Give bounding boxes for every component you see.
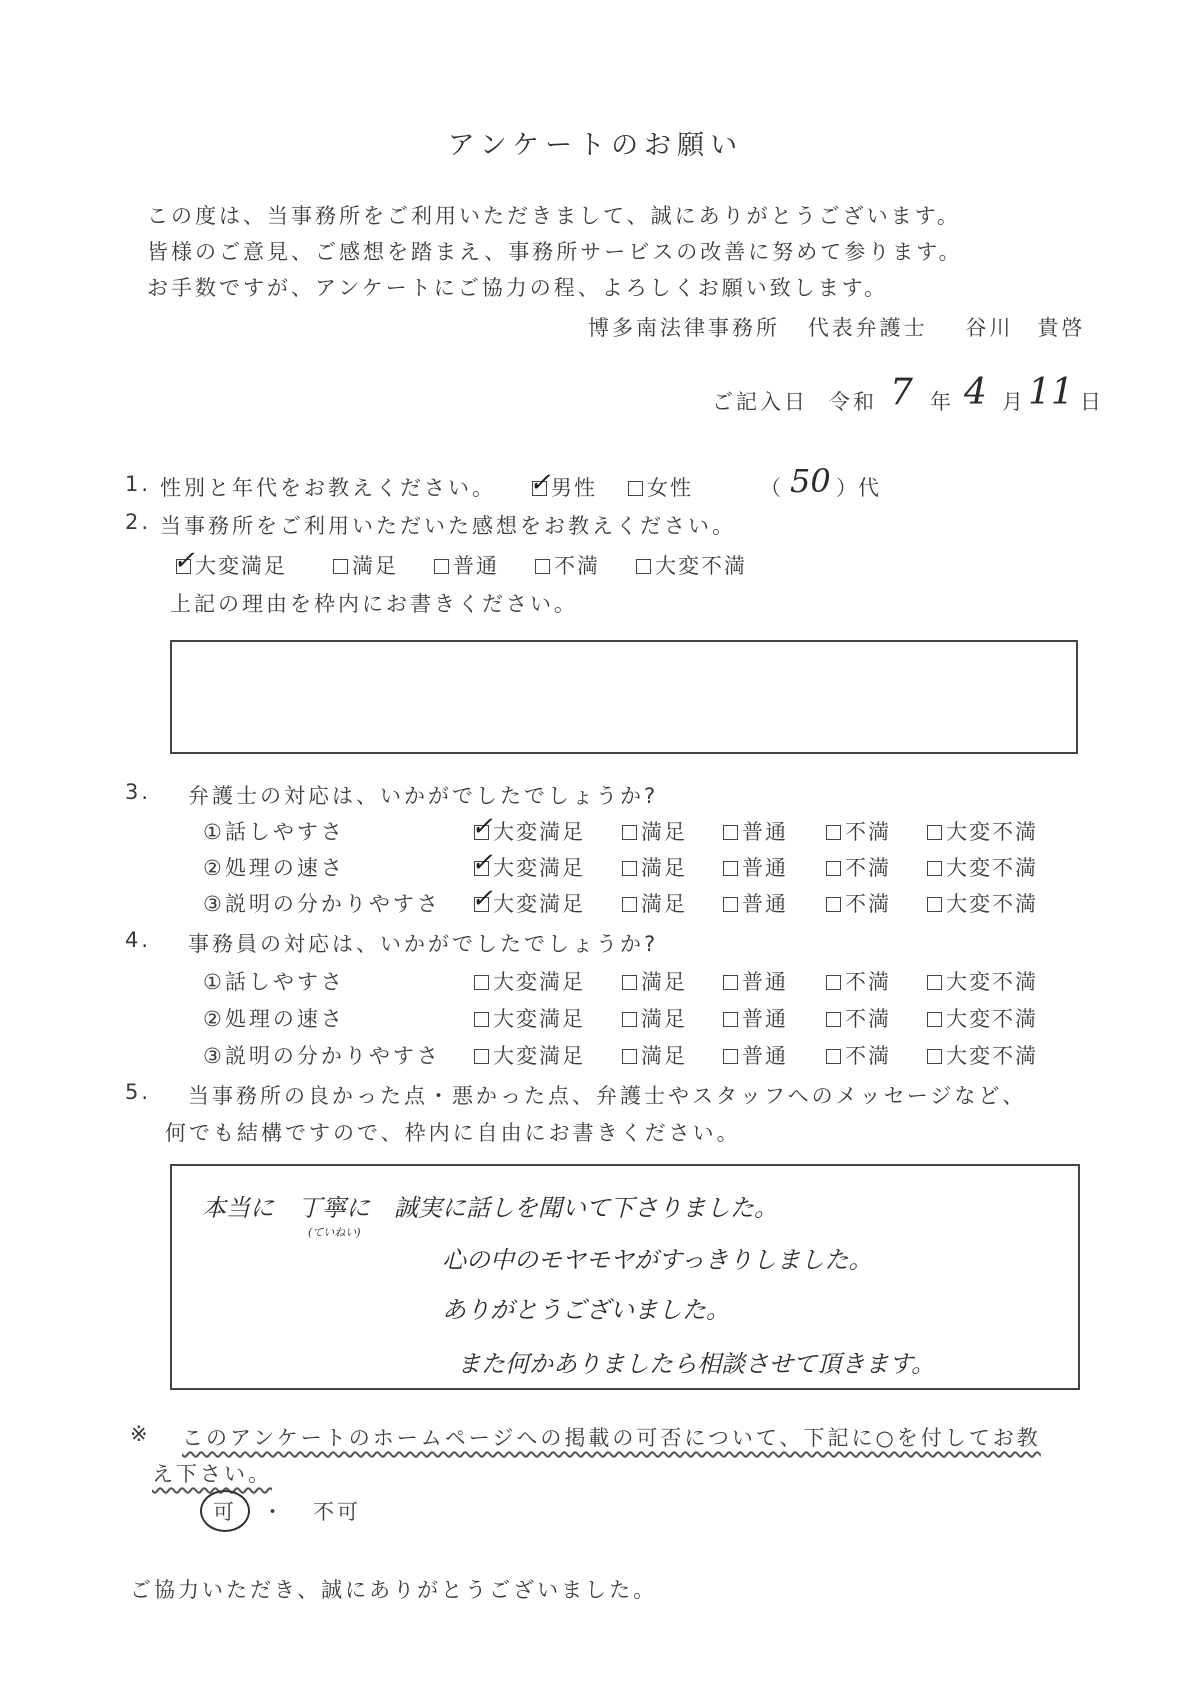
checkbox[interactable] [723,825,738,840]
q1-number: 1. [125,472,152,496]
q4-r2-very-unsatisfied[interactable] [927,1003,1038,1033]
q4-number: 4. [125,928,152,952]
intro-line-3: お手数ですが、アンケートにご協力の程、よろしくお願い致します。 [147,276,889,300]
q3-r2-very-satisfied[interactable] [471,848,585,882]
checkbox-male[interactable] [529,468,553,498]
option-label: 大変不満 [946,820,1038,844]
checkbox[interactable] [927,897,942,912]
option-label: 普通 [742,970,788,994]
q3-r2-unsatisfied[interactable] [826,852,891,882]
option-label: 普通 [742,1007,788,1031]
option-label: 大変不満 [946,856,1038,880]
checkbox[interactable] [173,546,197,576]
q5-answer-note: (ていねい) [308,1226,361,1239]
checkbox[interactable] [826,975,841,990]
q5-answer-line-2: 心の中のモヤモヤがすっきりしました。 [442,1246,873,1274]
checkbox[interactable] [474,1049,489,1064]
option-label: 不満 [554,554,600,578]
q3-r1-very-unsatisfied[interactable] [927,816,1038,846]
q1-female-label: 女性 [647,476,693,500]
q1-age-close: ） [836,476,860,500]
option-label: 普通 [742,1044,788,1068]
q1-age-value[interactable]: 50 [790,462,831,500]
q4-row-3-label: ③説明の分かりやすさ [203,1044,441,1068]
publish-text-1: このアンケートのホームページへの掲載の可否について、下記に○を付してお教 [182,1426,1041,1450]
option-label: 大変満足 [493,856,585,880]
q4-r3-unsatisfied[interactable] [826,1040,891,1070]
checkbox[interactable] [333,559,348,574]
option-label: 大変満足 [493,970,585,994]
q2-text: 当事務所をご利用いただいた感想をお教えください。 [160,514,736,538]
q1-option-female[interactable] [628,472,693,502]
q3-r3-very-satisfied[interactable] [471,884,585,918]
q1-option-male[interactable] [529,468,597,502]
q3-number: 3. [125,780,152,804]
q3-r3-unsatisfied[interactable] [826,888,891,918]
option-label: 普通 [742,892,788,916]
closing-text: ご協力いただき、誠にありがとうございました。 [130,1578,658,1602]
checkbox[interactable] [474,975,489,990]
option-label: 満足 [641,892,687,916]
check-mark-icon: ✓ [471,884,495,914]
checkbox[interactable] [826,861,841,876]
checkbox[interactable] [622,825,637,840]
check-mark-icon: ✓ [529,468,553,498]
check-mark-icon: ✓ [471,812,495,842]
q3-r3-very-unsatisfied[interactable] [927,888,1038,918]
q5-answer-line-3: ありがとうございました。 [442,1296,730,1324]
checkbox[interactable] [723,975,738,990]
q4-r1-normal[interactable] [723,966,788,996]
q5-number: 5. [125,1080,152,1104]
checkbox[interactable] [535,559,550,574]
signature [588,312,1085,342]
checkbox[interactable] [622,1012,637,1027]
option-label: 大変不満 [946,1007,1038,1031]
q3-r1-unsatisfied[interactable] [826,816,891,846]
q4-r3-very-unsatisfied[interactable] [927,1040,1038,1070]
checkbox-female[interactable] [628,481,643,496]
checkbox[interactable] [636,559,651,574]
checkbox[interactable] [622,897,637,912]
option-label: 大変満足 [195,554,287,578]
q4-r1-very-satisfied[interactable] [474,966,585,996]
page-title: アンケートのお願い [447,130,744,161]
option-label: 不満 [845,970,891,994]
option-label: 不満 [845,856,891,880]
checkbox[interactable] [826,897,841,912]
checkbox[interactable] [474,1012,489,1027]
q2-option-satisfied[interactable] [333,550,398,580]
checkbox[interactable] [471,848,495,878]
q4-text: 事務員の対応は、いかがでしたでしょうか? [188,932,659,956]
q1-male-label: 男性 [551,476,597,500]
option-label: 満足 [641,970,687,994]
q4-r2-very-satisfied[interactable] [474,1003,585,1033]
q3-r3-satisfied[interactable] [622,888,687,918]
q4-r1-very-unsatisfied[interactable] [927,966,1038,996]
q3-row-3-label: ③説明の分かりやすさ [203,892,441,916]
option-label: 大変不満 [946,970,1038,994]
option-label: 不満 [845,1044,891,1068]
q2-number: 2. [125,510,152,534]
checkbox[interactable] [622,1049,637,1064]
q4-r3-satisfied[interactable] [622,1040,687,1070]
checkbox[interactable] [826,1049,841,1064]
q5-text-2: 何でも結構ですので、枠内に自由にお書きください。 [165,1121,741,1145]
option-label: 大変満足 [493,1044,585,1068]
q3-row-1-label: ①話しやすさ [203,820,345,844]
checkbox[interactable] [723,861,738,876]
date-label: ご記入日 [712,390,808,414]
signature-office: 博多南法律事務所 [588,316,780,340]
checkbox[interactable] [434,559,449,574]
date-year[interactable]: 7 [890,372,913,413]
option-label: 不満 [845,892,891,916]
q4-row-2-label: ②処理の速さ [203,1007,345,1031]
q4-r1-unsatisfied[interactable] [826,966,891,996]
q5-answer-line-1: 本当に 丁寧に 誠実に話しを聞いて下さりました。 [202,1194,778,1222]
q3-r1-satisfied[interactable] [622,816,687,846]
publish-separator: ・ [262,1500,286,1524]
option-label: 普通 [742,856,788,880]
q5-text-1: 当事務所の良かった点・悪かった点、弁護士やスタッフへのメッセージなど、 [188,1084,1027,1108]
q4-r2-unsatisfied[interactable] [826,1003,891,1033]
q2-option-very-satisfied[interactable] [173,546,287,580]
option-label: 大変不満 [655,554,747,578]
q2-option-unsatisfied[interactable] [535,550,600,580]
signature-name: 谷川 貴啓 [965,316,1086,340]
option-label: 大変満足 [493,892,585,916]
option-label: 満足 [641,1044,687,1068]
date-month-unit: 月 [1002,390,1026,414]
checkbox[interactable] [927,861,942,876]
q5-answer-line-4: また何かありましたら相談させて頂きます。 [457,1350,936,1378]
checkbox[interactable] [826,825,841,840]
checkbox[interactable] [927,975,942,990]
intro-line-2: 皆様のご意見、ご感想を踏まえ、事務所サービスの改善に努めて参ります。 [147,240,963,264]
date-day[interactable]: 11 [1028,372,1074,413]
q3-r2-very-unsatisfied[interactable] [927,852,1038,882]
check-mark-icon: ✓ [173,546,197,576]
publish-text-2: え下さい。 [152,1462,272,1486]
option-label: 普通 [742,820,788,844]
checkbox[interactable] [723,897,738,912]
option-label: 満足 [641,856,687,880]
q4-row-1-label: ①話しやすさ [203,970,345,994]
q4-r2-satisfied[interactable] [622,1003,687,1033]
date-day-unit: 日 [1080,390,1104,414]
date-month[interactable]: 4 [964,372,987,413]
q4-r3-very-satisfied[interactable] [474,1040,585,1070]
q3-r2-normal[interactable] [723,852,788,882]
q3-text: 弁護士の対応は、いかがでしたでしょうか? [188,784,659,808]
date-year-unit: 年 [930,390,954,414]
checkbox[interactable] [622,861,637,876]
q4-r3-normal[interactable] [723,1040,788,1070]
q5-answer-box[interactable] [170,1164,1080,1390]
check-mark-icon: ✓ [471,848,495,878]
intro-line-1: この度は、当事務所をご利用いただきまして、誠にありがとうございます。 [147,204,961,228]
date-era: 令和 [829,390,877,414]
q2-option-very-unsatisfied[interactable] [636,550,747,580]
q1-age-open: （ [760,476,784,500]
signature-role: 代表弁護士 [807,316,928,340]
checkbox[interactable] [927,1049,942,1064]
option-label: 満足 [352,554,398,578]
option-label: 大変不満 [946,1044,1038,1068]
option-label: 不満 [845,1007,891,1031]
option-label: 大変満足 [493,820,585,844]
q4-r2-normal[interactable] [723,1003,788,1033]
q3-row-2-label: ②処理の速さ [203,856,345,880]
checkbox[interactable] [471,812,495,842]
q2-option-normal[interactable] [434,550,499,580]
q1-age-unit: 代 [858,476,882,500]
q3-r1-normal[interactable] [723,816,788,846]
checkbox[interactable] [927,825,942,840]
q1-text: 性別と年代をお教えください。 [160,476,496,500]
option-label: 普通 [453,554,499,578]
checkbox[interactable] [622,975,637,990]
checkbox[interactable] [826,1012,841,1027]
publish-mark: ※ [130,1422,151,1446]
q4-r1-satisfied[interactable] [622,966,687,996]
checkbox[interactable] [927,1012,942,1027]
option-label: 不満 [845,820,891,844]
option-label: 満足 [641,820,687,844]
q2-reason-label: 上記の理由を枠内にお書きください。 [170,592,578,616]
q2-reason-box[interactable] [170,640,1078,754]
checkbox[interactable] [723,1049,738,1064]
q3-r3-normal[interactable] [723,888,788,918]
publish-no[interactable]: 不可 [313,1500,361,1524]
checkbox[interactable] [723,1012,738,1027]
option-label: 満足 [641,1007,687,1031]
publish-yes[interactable]: 可 [213,1500,237,1524]
q3-r2-satisfied[interactable] [622,852,687,882]
q3-r1-very-satisfied[interactable] [471,812,585,846]
checkbox[interactable] [471,884,495,914]
option-label: 大変不満 [946,892,1038,916]
option-label: 大変満足 [493,1007,585,1031]
